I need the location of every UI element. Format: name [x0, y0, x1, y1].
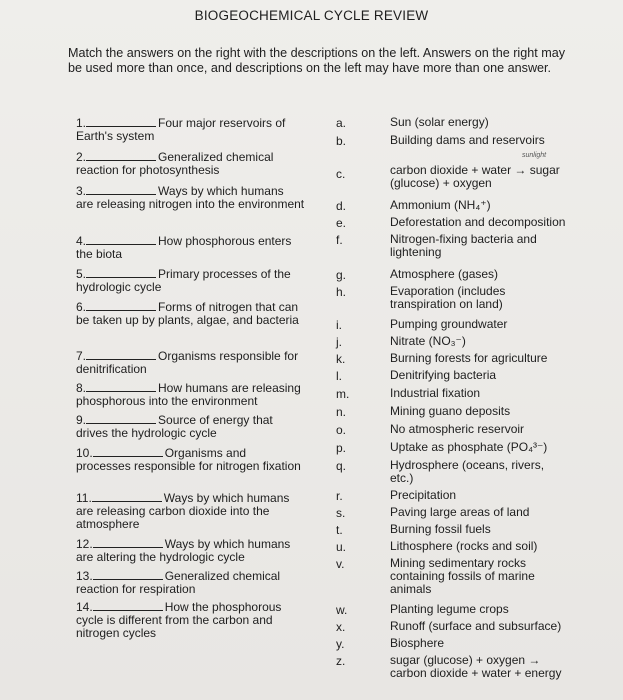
- answer-blank[interactable]: [93, 600, 163, 611]
- question-item: [76, 569, 316, 596]
- answer-text: No atmospheric reservoir: [390, 422, 525, 436]
- answer-letter: w.: [336, 603, 348, 617]
- question-rest: cycle is different from the carbon and nitrogen cycles: [76, 613, 273, 641]
- answer-letter: o.: [336, 423, 347, 437]
- answer-letter: i.: [336, 318, 342, 332]
- answer-text: Burning fossil fuels: [390, 522, 491, 536]
- answer-letter: c.: [336, 167, 346, 181]
- answer-text: Precipitation: [390, 488, 457, 502]
- question-number: 14.: [76, 600, 93, 614]
- question-number: 1.: [76, 116, 87, 130]
- answer-letter: t.: [336, 523, 343, 537]
- question-head: Ways by which humans: [158, 184, 284, 198]
- reaction-condition-note: sunlight: [522, 152, 547, 159]
- question-head: Generalized chemical: [164, 569, 281, 583]
- answer-letter: f.: [336, 233, 343, 247]
- question-item: [76, 381, 316, 408]
- question-head: How the phosphorous: [164, 600, 282, 614]
- answer-blank[interactable]: [93, 446, 163, 457]
- answer-text: Deforestation and decomposition: [390, 215, 566, 229]
- question-item: [76, 150, 316, 177]
- answer-blank[interactable]: [86, 413, 156, 424]
- instructions: Match the answers on the right with the descriptions on the left. Answers on the right may be used more than once, and descriptions on the left may have more than one answer.: [68, 46, 566, 75]
- answer-text: Atmosphere (gases): [390, 267, 499, 281]
- answer-letter: j.: [336, 335, 342, 349]
- answer-blank[interactable]: [86, 300, 156, 311]
- question-item: [76, 537, 316, 564]
- answer-text: Lithosphere (rocks and soil): [390, 539, 538, 553]
- answer-letter: m.: [336, 387, 350, 401]
- answer-letter: y.: [336, 637, 345, 651]
- answer-blank[interactable]: [86, 234, 156, 245]
- question-rest: are releasing nitrogen into the environment: [76, 197, 305, 212]
- question-head: Organisms and: [164, 446, 247, 460]
- question-head: How humans are releasing: [158, 381, 301, 395]
- question-rest: phosphorous into the environment: [76, 394, 258, 409]
- question-rest: drives the hydrologic cycle: [76, 426, 217, 441]
- question-rest: hydrologic cycle: [76, 280, 162, 295]
- answer-letter: z.: [336, 654, 346, 668]
- question-head: Four major reservoirs of: [158, 116, 286, 130]
- question-number: 3.: [76, 184, 87, 198]
- answer-letter: v.: [336, 557, 345, 571]
- answer-letter: p.: [336, 441, 347, 455]
- answer-letter: d.: [336, 199, 347, 213]
- question-number: 6.: [76, 300, 87, 314]
- question-item: [76, 349, 316, 376]
- answer-blank[interactable]: [86, 150, 156, 161]
- answer-letter: r.: [336, 489, 343, 503]
- answer-text: Runoff (surface and subsurface): [390, 619, 562, 633]
- answer-letter: q.: [336, 459, 347, 473]
- answer-blank[interactable]: [93, 537, 163, 548]
- answer-text: carbon dioxide + water → sugar (glucose) + oxygen: [390, 163, 560, 191]
- answer-blank[interactable]: [92, 491, 162, 502]
- question-rest: are altering the hydrologic cycle: [76, 550, 245, 565]
- question-item: [76, 116, 316, 143]
- answer-letter: u.: [336, 540, 347, 554]
- answer-text: Industrial fixation: [390, 386, 481, 400]
- question-head: Ways by which humans: [164, 537, 291, 551]
- answer-letter: b.: [336, 134, 347, 148]
- answer-blank[interactable]: [86, 349, 156, 360]
- question-rest: reaction for photosynthesis: [76, 163, 220, 178]
- answer-text: sugar (glucose) + oxygen → carbon dioxide + water + energy: [390, 653, 562, 681]
- answer-blank[interactable]: [86, 267, 156, 278]
- question-item: [76, 446, 316, 473]
- answer-text: Ammonium (NH₄⁺): [390, 198, 491, 212]
- question-number: 10.: [76, 446, 93, 460]
- answer-text: Burning forests for agriculture: [390, 351, 548, 365]
- question-head: Forms of nitrogen that can: [158, 300, 299, 314]
- question-item: [76, 234, 316, 261]
- question-number: 5.: [76, 267, 87, 281]
- question-number: 2.: [76, 150, 87, 164]
- answer-letter: e.: [336, 216, 347, 230]
- question-number: 13.: [76, 569, 93, 583]
- question-item: [76, 413, 316, 440]
- question-rest: reaction for respiration: [76, 582, 196, 597]
- page-title: BIOGEOCHEMICAL CYCLE REVIEW: [194, 8, 429, 23]
- question-number: 9.: [76, 413, 87, 427]
- answer-letter: g.: [336, 268, 347, 282]
- question-head: Generalized chemical: [158, 150, 274, 164]
- answer-blank[interactable]: [93, 569, 163, 580]
- answer-text: Uptake as phosphate (PO₄³⁻): [390, 440, 548, 454]
- answer-letter: a.: [336, 116, 347, 130]
- question-rest: the biota: [76, 247, 123, 262]
- answer-text: Hydrosphere (oceans, rivers, etc.): [390, 458, 545, 486]
- question-number: 8.: [76, 381, 87, 395]
- answer-text: Sun (solar energy): [390, 115, 489, 129]
- answer-letter: h.: [336, 285, 347, 299]
- question-item: [76, 600, 316, 641]
- question-head: Source of energy that: [158, 413, 273, 427]
- answer-letter: l.: [336, 369, 342, 383]
- answer-text: Denitrifying bacteria: [390, 368, 497, 382]
- question-rest: are releasing carbon dioxide into the atmosphere: [76, 504, 270, 532]
- question-head: Ways by which humans: [163, 491, 290, 505]
- answer-text: Evaporation (includes transpiration on land): [390, 284, 506, 312]
- answer-blank[interactable]: [86, 184, 156, 195]
- question-head: Primary processes of the: [158, 267, 291, 281]
- question-item: [76, 491, 316, 532]
- answer-text: Nitrogen-fixing bacteria and lightening: [390, 232, 537, 260]
- question-rest: Earth's system: [76, 129, 155, 144]
- question-item: [76, 300, 316, 327]
- question-item: [76, 184, 316, 211]
- question-number: 11.: [76, 491, 92, 505]
- answer-blank[interactable]: [86, 381, 156, 392]
- question-item: [76, 267, 316, 294]
- answer-text: Nitrate (NO₃⁻): [390, 334, 466, 348]
- answer-text: Paving large areas of land: [390, 505, 530, 519]
- question-head: How phosphorous enters: [158, 234, 292, 248]
- question-number: 7.: [76, 349, 87, 363]
- answer-letter: s.: [336, 506, 346, 520]
- question-rest: processes responsible for nitrogen fixation: [76, 459, 301, 474]
- question-rest: denitrification: [76, 362, 147, 377]
- answer-text: Biosphere: [390, 636, 445, 650]
- answer-text: Building dams and reservoirs: [390, 133, 545, 147]
- answer-letter: k.: [336, 352, 346, 366]
- answer-text: Mining sedimentary rocks containing fossils of marine animals: [390, 556, 535, 597]
- answer-letter: n.: [336, 405, 347, 419]
- answer-text: Pumping groundwater: [390, 317, 508, 331]
- question-rest: be taken up by plants, algae, and bacteria: [76, 313, 299, 328]
- question-head: Organisms responsible for: [158, 349, 299, 363]
- question-number: 4.: [76, 234, 87, 248]
- answer-blank[interactable]: [86, 116, 156, 127]
- question-number: 12.: [76, 537, 93, 551]
- answer-letter: x.: [336, 620, 346, 634]
- answer-text: Planting legume crops: [390, 602, 509, 616]
- answer-text: Mining guano deposits: [390, 404, 511, 418]
